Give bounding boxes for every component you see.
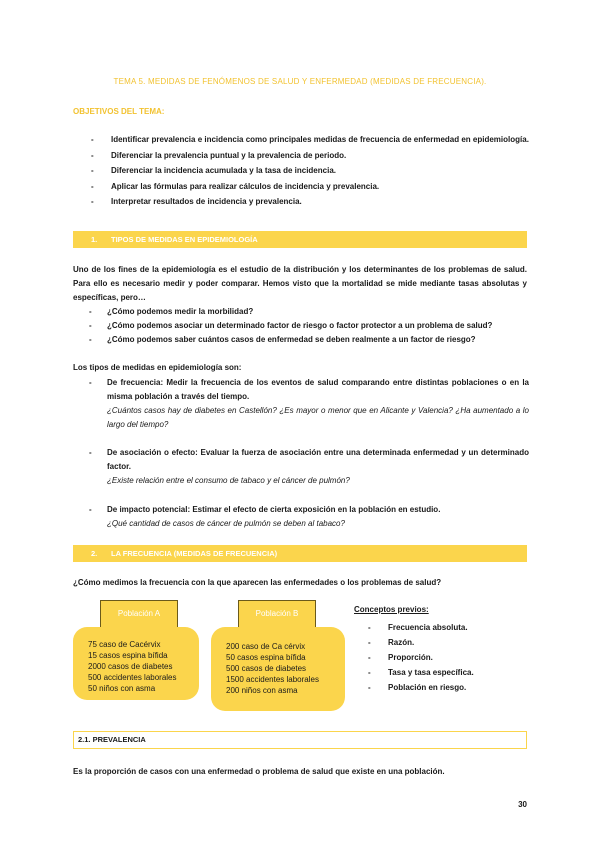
measure-type-association [89, 446, 529, 488]
section-title: TIPOS DE MEDIDAS EN EPIDEMIOLOGÍA [111, 235, 258, 244]
list-item: 500 casos de diabetes [226, 664, 307, 673]
list-item: - Tasa y tasa específica. [368, 665, 474, 680]
list-item: 500 accidentes laborales [88, 673, 177, 682]
section-heading-1 [73, 231, 527, 248]
measure-type-frequency [89, 376, 529, 432]
list-item: - Población en riesgo. [368, 680, 474, 695]
list-item: - ¿Cómo podemos saber cuántos casos de enfermedad se deben realmente a un factor de riesgo? [89, 333, 529, 347]
measure-example: ¿Cuántos casos hay de diabetes en Castellón? ¿Es mayor o menor que en Alicante y Valencia? ¿Ha aumentado a lo largo del tiempo? [107, 406, 529, 429]
list-item: 200 caso de Ca cérvix [226, 642, 306, 651]
types-heading: Los tipos de medidas en epidemiología son: [73, 363, 242, 372]
list-item: - ¿Cómo podemos asociar un determinado factor de riesgo o factor protector a un problema de salud? [89, 319, 529, 333]
list-item: - Aplicar las fórmulas para realizar cálculos de incidencia y prevalencia. [91, 179, 529, 195]
list-item: 15 casos espina bífida [88, 651, 168, 660]
document-title: TEMA 5. MEDIDAS DE FENÓMENOS DE SALUD Y ENFERMEDAD (MEDIDAS DE FRECUENCIA). [113, 77, 487, 86]
population-b-box [211, 627, 345, 711]
measure-example: ¿Qué cantidad de casos de cáncer de pulmón se deben al tabaco? [107, 519, 345, 528]
objectives-heading: OBJETIVOS DEL TEMA: [73, 107, 165, 116]
section-number: 2. [91, 549, 98, 558]
list-item: 2000 casos de diabetes [88, 662, 173, 671]
list-item: 50 niños con asma [88, 684, 156, 693]
list-item: - Razón. [368, 635, 474, 650]
list-item: - Interpretar resultados de incidencia y prevalencia. [91, 194, 529, 210]
population-a-label: Población A [100, 600, 178, 628]
population-b-label: Población B [238, 600, 316, 628]
measure-description: - De frecuencia: Medir la frecuencia de los eventos de salud comparando entre distintas poblaciones o en la misma población a través del tiempo. [107, 378, 529, 401]
subsection-heading: 2.1. PREVALENCIA [73, 731, 527, 749]
list-item: - ¿Cómo podemos medir la morbilidad? [89, 305, 529, 319]
list-item: - Diferenciar la prevalencia puntual y la prevalencia de periodo. [91, 148, 529, 164]
list-item: - Identificar prevalencia e incidencia como principales medidas de frecuencia de enfermedad en epidemiología. [91, 132, 529, 148]
section2-question: ¿Cómo medimos la frecuencia con la que aparecen las enfermedades o los problemas de salud? [73, 578, 442, 587]
measure-example: ¿Existe relación entre el consumo de tabaco y el cáncer de pulmón? [107, 476, 350, 485]
list-item: - Diferenciar la incidencia acumulada y la tasa de incidencia. [91, 163, 529, 179]
concepts-list [368, 620, 474, 695]
list-item: 50 casos espina bífida [226, 653, 306, 662]
section-heading-2 [73, 545, 527, 562]
concepts-heading: Conceptos previos: [354, 605, 429, 614]
objectives-list [91, 132, 529, 210]
population-a-box [73, 627, 199, 700]
section-number: 1. [91, 235, 98, 244]
section-intro: Uno de los fines de la epidemiología es el estudio de la distribución y los determinantes de los problemas de salud. Para ello es necesario medir y poder comparar. Hemos visto que la mortalidad se mide mediante tasas absolutas y específicas, pero… [73, 265, 527, 302]
measure-description: - De asociación o efecto: Evaluar la fuerza de asociación entre una determinada enfermedad y un determinado factor. [107, 448, 529, 471]
measure-description: - De impacto potencial: Estimar el efecto de cierta exposición en la población en estudio. [107, 505, 441, 514]
list-item: - Proporción. [368, 650, 474, 665]
prevalence-definition: Es la proporción de casos con una enfermedad o problema de salud que existe en una población. [73, 767, 445, 776]
list-item: 1500 accidentes laborales [226, 675, 319, 684]
measure-type-impact [89, 503, 529, 531]
page-number: 30 [518, 800, 527, 809]
section-title: LA FRECUENCIA (MEDIDAS DE FRECUENCIA) [111, 549, 278, 558]
list-item: 200 niños con asma [226, 686, 298, 695]
questions-list [89, 305, 529, 347]
list-item: 75 caso de Cacérvix [88, 640, 161, 649]
list-item: - Frecuencia absoluta. [368, 620, 474, 635]
